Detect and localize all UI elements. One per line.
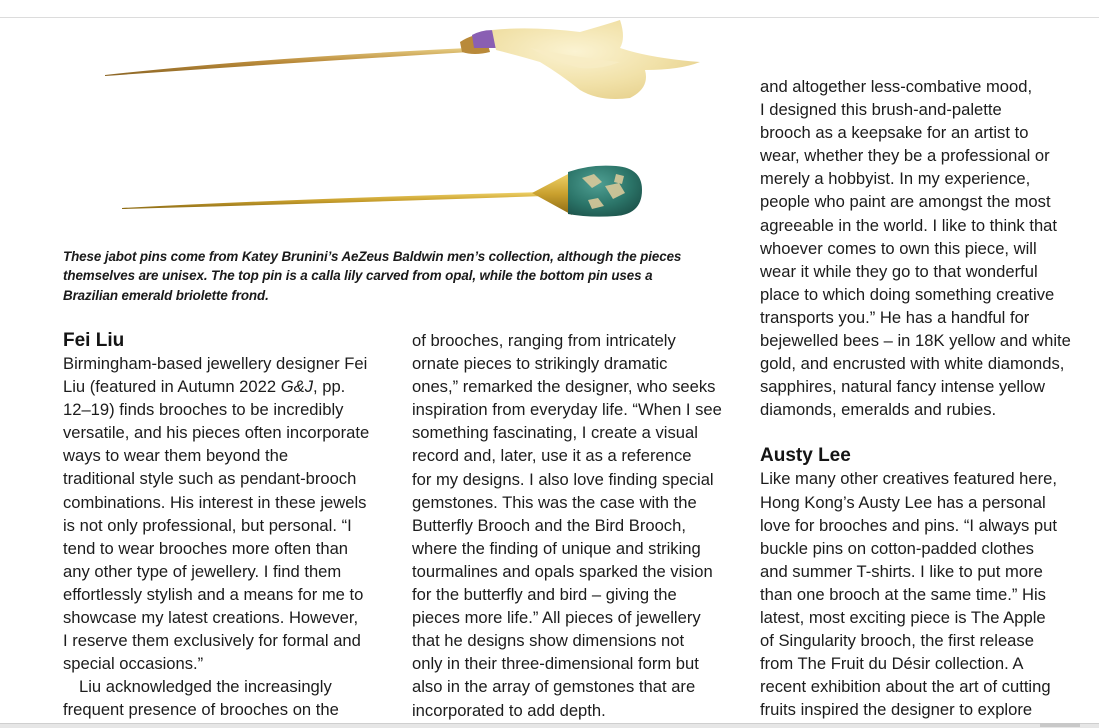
caption-line: Brazilian emerald briolette frond.: [63, 287, 269, 303]
body-line: people who paint are amongst the most: [760, 192, 1051, 212]
body-line: agreeable in the world. I like to think that: [760, 215, 1058, 235]
body-line: pieces more life.” All pieces of jewellery: [412, 608, 701, 628]
body-line: I reserve them exclusively for formal and: [63, 631, 361, 651]
body-line: merely a hobbyist. In my experience,: [760, 169, 1031, 189]
body-line: of Singularity brooch, the first release: [760, 631, 1034, 651]
body-line: where the finding of unique and striking: [412, 538, 701, 558]
body-line: frequent presence of brooches on the: [63, 700, 339, 720]
body-line: wear it while they go to that wonderful: [760, 261, 1038, 281]
body-line: gemstones. This was the case with the: [412, 492, 697, 512]
body-line: place to which doing something creative: [760, 284, 1055, 304]
section-heading-fei-liu: Fei Liu: [63, 330, 125, 351]
body-line: from The Fruit du Désir collection. A: [760, 654, 1024, 674]
body-line: than one brooch at the same time.” His: [760, 584, 1046, 604]
section-heading-austy-lee: Austy Lee: [760, 445, 851, 467]
body-line: [63, 375, 398, 398]
body-line: is not only professional, but personal. “I: [63, 515, 352, 535]
body-line: something fascinating, I create a visual: [412, 423, 698, 443]
body-line: whoever comes to own this piece, will: [760, 238, 1037, 258]
body-line: brooch as a keepsake for an artist to: [760, 123, 1029, 143]
body-line: Birmingham-based jewellery designer Fei: [63, 354, 368, 373]
body-line: versatile, and his pieces often incorporate: [63, 423, 370, 443]
body-line: for my designs. I also love finding special: [412, 469, 714, 489]
body-line: traditional style such as pendant-brooch: [63, 469, 357, 489]
caption-line: These jabot pins come from Katey Brunini’s AeZeus Baldwin men’s collection, although the pieces: [63, 249, 682, 264]
body-line: any other type of jewellery. I find them: [63, 561, 342, 581]
body-line: ways to wear them beyond the: [63, 446, 289, 466]
body-line: gold, and encrusted with white diamonds,: [760, 354, 1065, 374]
body-line: ornate pieces to strikingly dramatic: [412, 354, 668, 374]
body-line: love for brooches and pins. “I always put: [760, 515, 1058, 535]
body-line: wear, whether they be a professional or: [760, 146, 1050, 166]
body-line: buckle pins on cotton-padded clothes: [760, 538, 1034, 558]
body-text: , pp.: [313, 377, 346, 397]
body-line: Liu acknowledged the increasingly: [79, 677, 332, 697]
emerald-briolette-pin: [122, 166, 642, 217]
horizontal-scrollbar-track[interactable]: [0, 723, 1099, 728]
body-line: combinations. His interest in these jewels: [63, 492, 367, 512]
body-line: only in their three-dimensional form but: [412, 654, 699, 674]
body-line: bejewelled bees – in 18K yellow and white: [760, 331, 1071, 351]
body-line: inspiration from everyday life. “When I see: [412, 400, 722, 420]
photo-caption: [63, 247, 753, 305]
opal-calla-lily-pin: [105, 20, 700, 99]
body-line: diamonds, emeralds and rubies.: [760, 400, 997, 420]
body-line: special occasions.”: [63, 654, 204, 674]
paragraph-gap: [760, 421, 1095, 444]
body-line: that he designs show dimensions not: [412, 631, 685, 651]
body-line: of brooches, ranging from intricately: [412, 331, 676, 350]
body-line: showcase my latest creations. However,: [63, 608, 359, 628]
body-line: I designed this brush-and-palette: [760, 100, 1002, 120]
body-line: recent exhibition about the art of cutting: [760, 677, 1051, 697]
body-line: and summer T-shirts. I like to put more: [760, 561, 1043, 581]
jabot-pins-photo: [60, 18, 750, 233]
body-line: transports you.” He has a handful for: [760, 307, 1030, 327]
body-line: Hong Kong’s Austy Lee has a personal: [760, 492, 1046, 512]
body-line: sapphires, natural fancy intense yellow: [760, 377, 1046, 397]
body-line: and altogether less-combative mood,: [760, 77, 1033, 96]
article-column-2: [412, 329, 747, 722]
body-text: Liu (featured in Autumn 2022: [63, 377, 281, 397]
body-line: also in the array of gemstones that are: [412, 677, 696, 697]
body-line: for the butterfly and bird – giving the: [412, 585, 677, 605]
body-line: fruits inspired the designer to explore: [760, 700, 1033, 720]
body-line: record and, later, use it as a reference: [412, 446, 692, 466]
body-line: Like many other creatives featured here,: [760, 469, 1058, 489]
body-line: incorporated to add depth.: [412, 700, 606, 720]
body-line: ones,” remarked the designer, who seeks: [412, 377, 716, 397]
body-line: effortlessly stylish and a means for me to: [63, 584, 364, 604]
caption-line: themselves are unisex. The top pin is a calla lily carved from opal, while the bottom pin uses a: [63, 268, 653, 284]
body-line: 12–19) finds brooches to be incredibly: [63, 400, 344, 420]
magazine-title: G&J: [280, 377, 313, 397]
body-line: latest, most exciting piece is The Apple: [760, 607, 1046, 627]
article-column-3: [760, 75, 1095, 721]
body-line: tourmalines and opals sparked the vision: [412, 561, 713, 581]
body-line: tend to wear brooches more often than: [63, 538, 349, 558]
body-line: Butterfly Brooch and the Bird Brooch,: [412, 515, 686, 535]
horizontal-scrollbar-thumb[interactable]: [1040, 723, 1080, 727]
article-column-1: [63, 329, 398, 722]
